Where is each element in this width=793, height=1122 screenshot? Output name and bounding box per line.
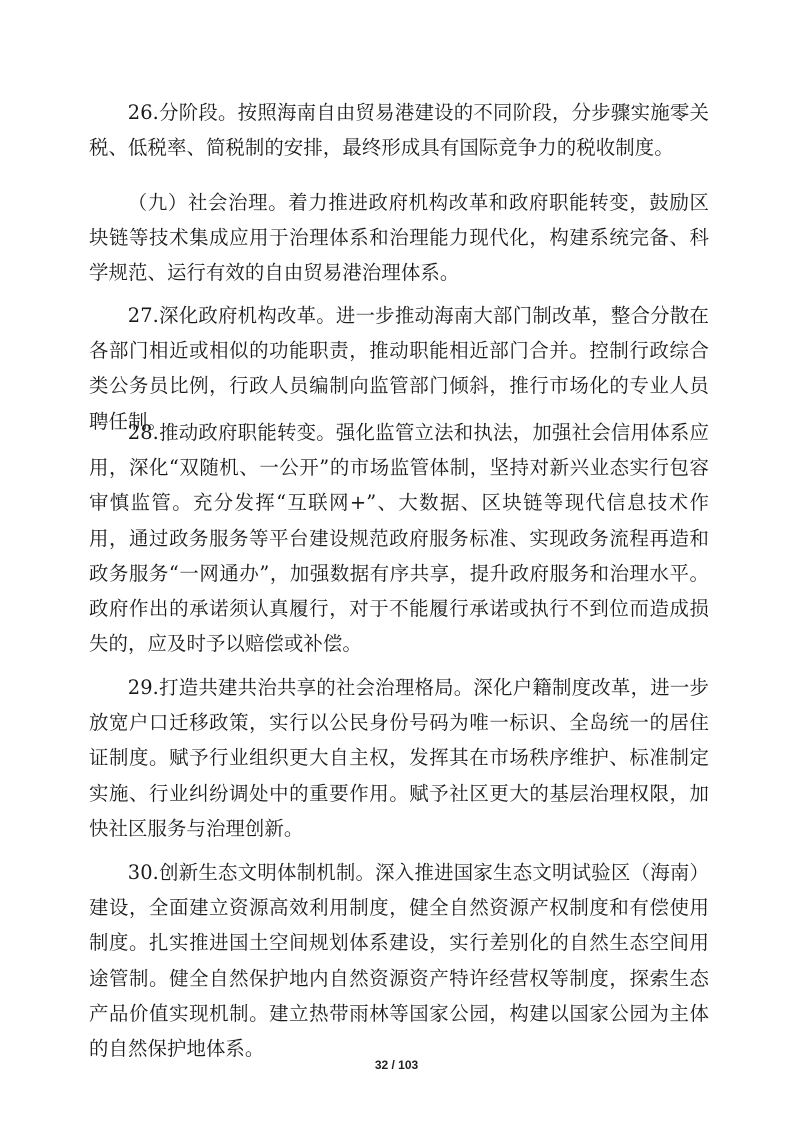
paragraph-28: 28.推动政府职能转变。强化监管立法和执法，加强社会信用体系应用，深化“双随机、一公开”的市场监管体制，坚持对新兴业态实行包容审慎监管。充分发挥“互联网+”、大数据、区块链等现代信息技术作用，通过政务服务等平台建设规范政府服务标准、实现政务流程再造和政务服务“一网通办”，加强数据有序共享，提升政府服务和治理水平。政府作出的承诺须认真履行，对于不能履行承诺或执行不到位而造成损失的，应及时予以赔偿或补偿。 (89, 421, 709, 656)
paragraph-29: 29.打造共建共治共享的社会治理格局。深化户籍制度改革，进一步放宽户口迁移政策，实行以公民身份号码为唯一标识、全岛统一的居住证制度。赋予行业组织更大自主权，发挥其在市场秩序维护、标准制定实施、行业纠纷调处中的重要作用。赋予社区更大的基层治理权限，加快社区服务与治理创新。 (89, 676, 709, 840)
paragraph-30: 30.创新生态文明体制机制。深入推进国家生态文明试验区（海南）建设，全面建立资源高效利用制度，健全自然资源产权制度和有偿使用制度。扎实推进国土空间规划体系建设，实行差别化的自然生态空间用途管制。健全自然保护地内自然资源资产特许经营权等制度，探索生态产品价值实现机制。建立热带雨林等国家公园，构建以国家公园为主体的自然保护地体系。 (89, 861, 709, 1061)
paragraph-section-9: （九）社会治理。着力推进政府机构改革和政府职能转变，鼓励区块链等技术集成应用于治理体系和治理能力现代化，构建系统完备、科学规范、运行有效的自由贸易港治理体系。 (89, 191, 709, 285)
paragraph-26: 26.分阶段。按照海南自由贸易港建设的不同阶段，分步骤实施零关税、低税率、简税制的安排，最终形成具有国际竞争力的税收制度。 (89, 101, 709, 160)
paragraph-27: 27.深化政府机构改革。进一步推动海南大部门制改革，整合分散在各部门相近或相似的功能职责，推动职能相近部门合并。控制行政综合类公务员比例，行政人员编制向监管部门倾斜，推行市场化的专业人员聘任制。 (89, 304, 709, 433)
page-number: 32 / 103 (374, 1058, 419, 1072)
